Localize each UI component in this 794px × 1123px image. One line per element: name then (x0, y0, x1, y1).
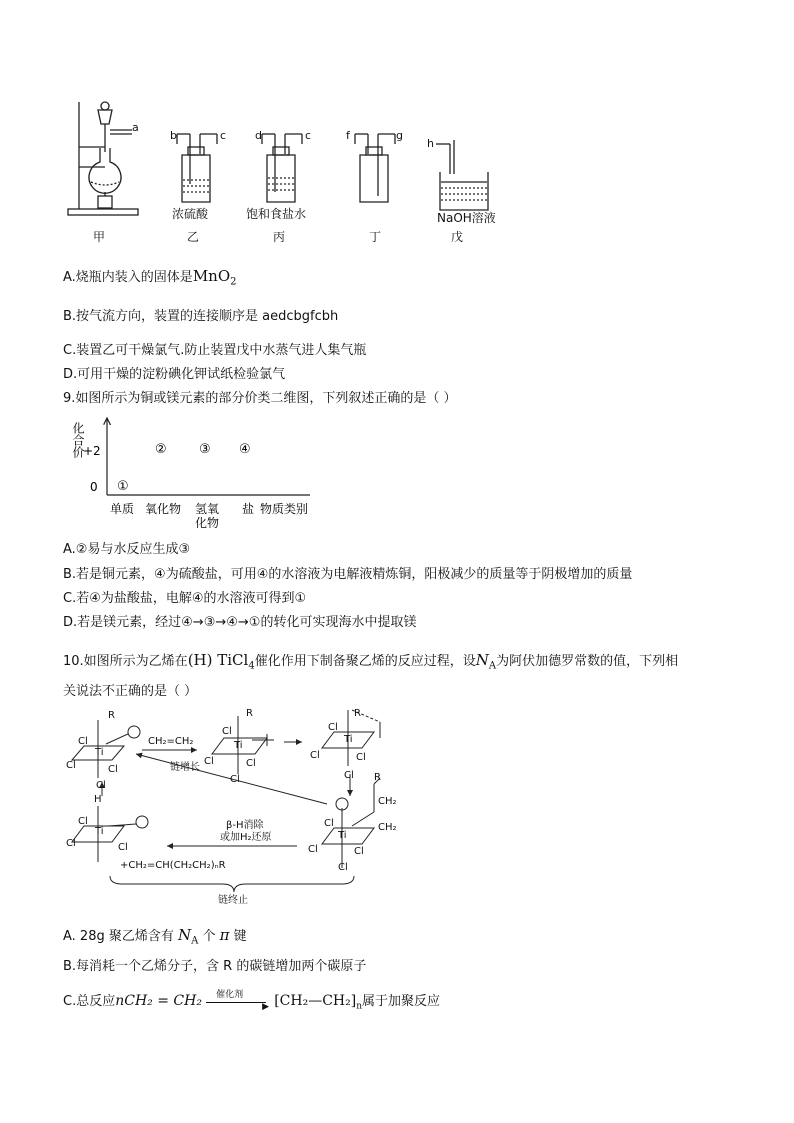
diagram-label: Ti (344, 734, 353, 745)
port-label-h: h (427, 137, 434, 150)
port-label-a: a (132, 121, 139, 134)
x-category-label: 氢氧 (195, 502, 220, 516)
apparatus-name-bing: 丙 (273, 230, 286, 244)
diagram-label: Ti (95, 826, 104, 837)
diagram-label: Cl (338, 862, 348, 873)
x-axis-title: 物质类别 (260, 502, 309, 516)
x-category-label: 氧化物 (145, 502, 182, 516)
apparatus-name-jia: 甲 (93, 230, 106, 244)
chart-point-2: ② (155, 442, 167, 457)
apparatus-ding (355, 134, 395, 202)
apparatus-name-yi: 乙 (187, 230, 200, 244)
apparatus-wu (436, 140, 488, 210)
diagram-label: Ti (338, 830, 347, 841)
diagram-label: Cl (78, 736, 88, 747)
apparatus-bing (262, 134, 302, 202)
diagram-label: Cl (78, 816, 88, 827)
chart-point-4: ④ (239, 442, 251, 457)
diagram-label: Cl (66, 760, 76, 771)
ziegler-catalysis-diagram (62, 708, 397, 908)
diagram-label: Cl (96, 780, 106, 791)
x-category-label: 化物 (195, 516, 220, 530)
apparatus-yi (177, 134, 217, 202)
x-category-label: 盐 (242, 502, 255, 516)
diagram-label: Cl (118, 842, 128, 853)
y-tick-0: 0 (90, 480, 98, 494)
diagram-label: H (94, 794, 102, 805)
apparatus-name-wu: 戊 (451, 230, 464, 244)
q10-stem-line2: 关说法不正确的是（ ） (63, 684, 198, 699)
q10-option-b: B.每消耗一个乙烯分子，含 R 的碳链增加两个碳原子 (63, 959, 367, 974)
reagent-wu: NaOH溶液 (437, 211, 496, 225)
diagram-label: Cl (66, 838, 76, 849)
q9-option-d: D.若是镁元素，经过④→③→④→①的转化可实现海水中提取镁 (63, 615, 417, 630)
port-label-b: b (170, 129, 177, 142)
q8-option-a: A.烧瓶内装入的固体是MnO$_2$ (63, 267, 237, 288)
diagram-label: Ti (234, 740, 243, 751)
q10-option-a: A. 28g 聚乙烯含有 $N_A$ 个 π 键 (63, 926, 247, 947)
valence-class-chart (60, 412, 340, 537)
diagram-label: Cl (230, 774, 240, 785)
diagram-label: CH₂ (378, 796, 397, 807)
q10-option-c: C.总反应nCH₂ = CH₂ 催化剂 ▶ $[CH_2—CH_2]_n$属于加聚反应 (63, 989, 441, 1012)
diagram-label: 链终止 (218, 895, 248, 906)
reagent-bing: 饱和食盐水 (246, 207, 307, 221)
diagram-label: Cl (310, 750, 320, 761)
q9-option-c: C.若④为盐酸盐，电解④的水溶液可得到① (63, 591, 307, 606)
diagram-label: Cl (246, 758, 256, 769)
diagram-label: R (108, 710, 115, 721)
x-category-label: 单质 (110, 502, 135, 516)
diagram-label: Ti (95, 747, 104, 758)
diagram-label: Cl (204, 756, 214, 767)
diagram-label: 链增长 (170, 762, 200, 773)
q8-option-d: D.可用干燥的淀粉碘化钾试纸检验氯气 (63, 367, 286, 382)
reagent-yi: 浓硫酸 (172, 207, 209, 221)
apparatus-name-ding: 丁 (369, 230, 382, 244)
diagram-label: R (246, 708, 253, 719)
diagram-label: CH₂=CH₂ (148, 736, 194, 747)
diagram-label: 或加H₂还原 (220, 832, 272, 843)
q9-stem: 9.如图所示为铜或镁元素的部分价类二维图，下列叙述正确的是（ ） (63, 391, 457, 406)
diagram-label: Cl (222, 726, 232, 737)
diagram-label: β-H消除 (226, 820, 264, 831)
diagram-label: R (354, 708, 361, 719)
diagram-label: R (374, 772, 381, 783)
q10-stem-line1: 10.如图所示为乙烯在(H) TiCl$_4$催化作用下制备聚乙烯的反应过程，设$N_A$为阿伏加德罗常数的值，下列相 (63, 651, 679, 672)
q9-option-b: B.若是铜元素，④为硫酸盐，可用④的水溶液为电解液精炼铜，阳极减少的质量等于阴极增加的质量 (63, 567, 633, 582)
diagram-label: Cl (108, 764, 118, 775)
diagram-label: Cl (324, 818, 334, 829)
y-axis-title: 化合价 (71, 422, 85, 458)
q9-option-a: A.②易与水反应生成③ (63, 542, 191, 557)
port-label-f: f (346, 129, 350, 142)
chart-point-3: ③ (199, 442, 211, 457)
diagram-label: Cl (356, 752, 366, 763)
port-label-c1: c (220, 129, 227, 142)
diagram-label: Cl (328, 722, 338, 733)
q8-option-c: C.装置乙可干燥氯气.防止装置戊中水蒸气进人集气瓶 (63, 343, 367, 358)
chart-point-1: ① (117, 479, 129, 494)
q8-option-b: B.按气流方向，装置的连接顺序是 aedcbgfcbh (63, 309, 339, 324)
diagram-label: +CH₂=CH(CH₂CH₂)ₙR (120, 860, 226, 871)
diagram-label: Cl (308, 844, 318, 855)
diagram-label: Cl (344, 770, 354, 781)
catalyst-arrow: 催化剂 ▶ (206, 994, 270, 1010)
port-label-c2: c (305, 129, 312, 142)
diagram-label: Cl (354, 846, 364, 857)
diagram-label: CH₂ (378, 822, 397, 833)
y-tick-plus2: +2 (83, 444, 101, 458)
apparatus-jia (68, 102, 138, 215)
port-label-d: d (255, 129, 262, 142)
port-label-g: g (396, 129, 403, 142)
